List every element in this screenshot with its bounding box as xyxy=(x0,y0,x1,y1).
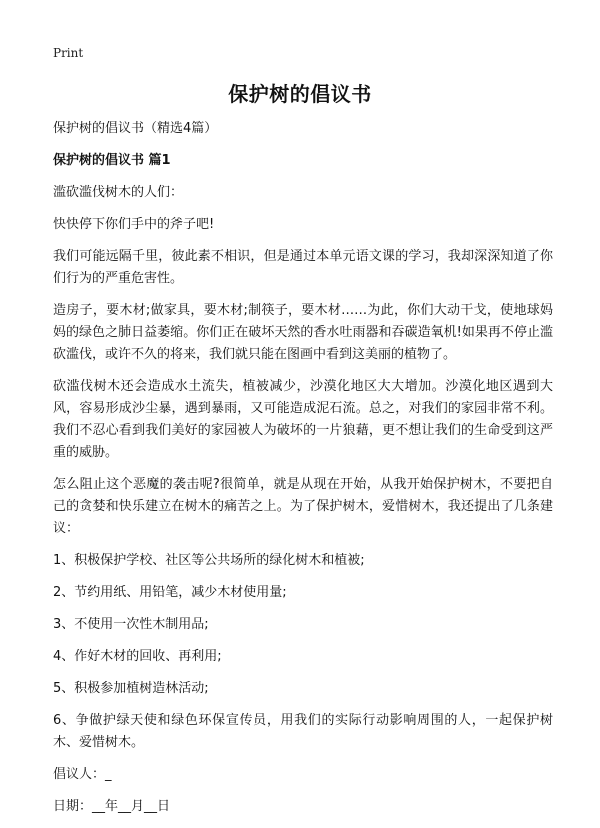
suggestion-item: 6、争做护绿天使和绿色环保宣传员，用我们的实际行动影响周围的人，一起保护树木、爱惜树木。 xyxy=(53,713,553,750)
paragraph: 怎么阻止这个恶魔的袭击呢?很简单，就是从现在开始，从我开始保护树木，不要把自己的贪婪和快乐建立在树木的痛苦之上。为了保护树木，爱惜树木，我还提出了几条建议： xyxy=(53,477,553,536)
paragraph: 造房子，要木材;做家具，要木材;制筷子，要木材……为此，你们大动干戈，使地球妈妈的绿色之肺日益萎缩。你们正在破坏天然的香水吐雨器和吞碳造氧机!如果再不停止滥砍滥伐，或许不久的将来，我们就只能在图画中看到这美丽的植物了。 xyxy=(53,303,553,362)
suggestion-item: 1、积极保护学校、社区等公共场所的绿化树木和植被; xyxy=(53,553,365,568)
paragraph: 快快停下你们手中的斧子吧! xyxy=(53,217,215,232)
document-body xyxy=(53,118,553,828)
date-line: 日期：__年__月__日 xyxy=(53,799,171,814)
suggestion-item: 2、节约用纸、用铅笔，减少木材使用量; xyxy=(53,585,287,600)
salutation: 滥砍滥伐树木的人们： xyxy=(53,185,184,200)
suggestion-item: 3、不使用一次性木制用品; xyxy=(53,617,209,632)
proposer-line: 倡议人：_ xyxy=(53,767,112,782)
suggestion-item: 4、作好木材的回收、再利用; xyxy=(53,649,222,664)
section-heading: 保护树的倡议书 篇1 xyxy=(53,153,171,168)
print-label: Print xyxy=(53,46,84,60)
paragraph: 砍滥伐树木还会造成水土流失，植被减少，沙漠化地区大大增加。沙漠化地区遇到大风，容易形成沙尘暴，遇到暴雨，又可能造成泥石流。总之，对我们的家园非常不利。我们不忍心看到我们美好的家园被人为破坏的一片狼藉，更不想让我们的生命受到这严重的威胁。 xyxy=(53,379,553,460)
paragraph: 我们可能远隔千里，彼此素不相识，但是通过本单元语文课的学习，我却深深知道了你们行为的严重危害性。 xyxy=(53,249,553,286)
document-subtitle: 保护树的倡议书（精选4篇） xyxy=(53,121,218,136)
suggestion-item: 5、积极参加植树造林活动; xyxy=(53,681,209,696)
document-title: 保护树的倡议书 xyxy=(228,82,372,106)
